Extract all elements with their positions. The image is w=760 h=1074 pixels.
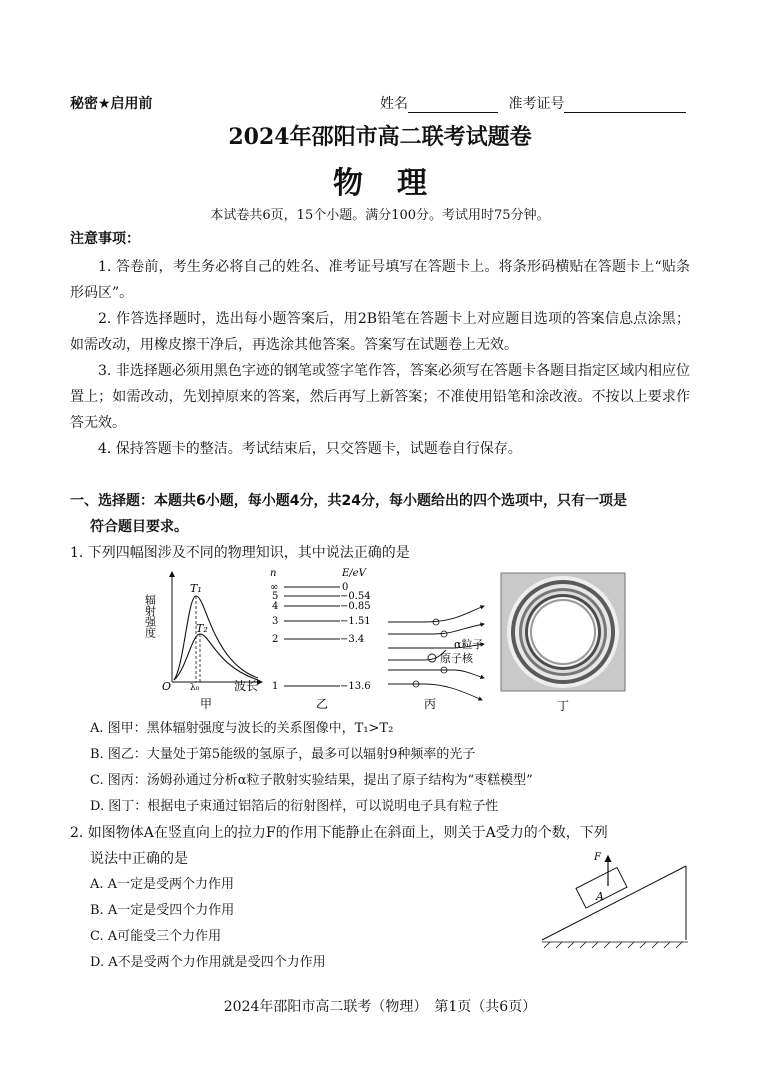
caption-bing: 丙 [424,697,437,711]
curve-t2 [174,634,258,680]
name-blank[interactable] [408,98,498,113]
level-n: 3 [272,616,279,627]
q1-option-c[interactable]: C. 图丙：汤姆孙通过分析α粒子散射实验结果，提出了原子结构为“枣糕模型” [90,773,533,788]
level-e: −1.51 [340,616,371,627]
q1-stem: 1. 下列四幅图涉及不同的物理知识，其中说法正确的是 [70,545,410,561]
section-line-2: 符合题目要求。 [90,519,188,535]
q2-option-d[interactable]: D. A不是受两个力作用就是受四个力作用 [90,955,326,970]
q2-option-c[interactable]: C. A可能受三个力作用 [90,929,222,944]
candidate-fields [380,93,686,113]
id-label: 准考证号 [508,96,565,112]
figure-jia [143,566,268,714]
force-label: F [594,852,601,863]
track [388,650,446,660]
caption-ding: 丁 [557,699,570,713]
block-label: A [596,890,604,903]
level-n: 1 [272,681,279,692]
figure-incline [538,846,694,950]
q2-stem-line-2: 说法中正确的是 [90,851,188,867]
level-e: −0.54 [340,591,371,602]
q2-option-b[interactable]: B. A一定是受四个力作用 [90,903,235,918]
subject-title: 物理 [333,166,461,201]
origin-label: O [162,680,172,693]
q1-option-d[interactable]: D. 图丁：根据电子束通过铝箔后的衍射图样，可以说明电子具有粒子性 [90,799,499,814]
level-n: 2 [272,634,279,645]
track [388,624,484,634]
caption-yi: 乙 [316,697,329,711]
section-heading [70,488,690,540]
note-item: 2. 作答选择题时，选出每小题答案后，用2B铅笔在答题卡上对应题目选项的答案信息点涂黑；如需改动，用橡皮擦干净后，再选涂其他答案。答案写在试题卷上无效。 [70,311,690,353]
section-line-1: 一、选择题：本题共6小题，每小题4分，共24分，每小题给出的四个选项中，只有一项是 [70,493,627,509]
exam-info: 本试卷共6页，15个小题。满分100分。考试用时75分钟。 [210,208,550,223]
t1-label: T₁ [190,582,202,595]
y-axis-label: 辐射强度 [143,594,157,638]
exam-title: 2024年邵阳市高二联考试题卷 [228,124,532,150]
n-label: n [270,568,277,579]
energy-levels [284,587,340,686]
level-e: −13.6 [340,681,371,692]
track [388,670,484,678]
q2-option-a[interactable]: A. A一定是受两个力作用 [90,877,235,892]
secret-label: 秘密★启用前 [70,96,153,112]
note-item: 4. 保持答题卡的整洁。考试结束后，只交答题卡，试题卷自行保存。 [98,441,522,457]
note-item: 1. 答卷前，考生务必将自己的姓名、准考证号填写在答题卡上。将条形码横贴在答题卡上“贴条形码区”。 [70,259,690,301]
diffraction-center [532,601,594,663]
x-axis-label: 波长 [234,679,259,693]
level-e: −0.85 [340,601,371,612]
curve-t1 [174,596,258,680]
figure-yi [268,566,378,714]
caption-jia: 甲 [200,697,213,711]
notes-list [70,254,690,462]
q1-option-a[interactable]: A. 图甲：黑体辐射强度与波长的关系图像中，T₁>T₂ [90,721,394,736]
alpha-label: α粒子 [454,638,484,651]
level-e: 0 [342,582,349,593]
alpha-particle [441,631,447,637]
t2-label: T₂ [196,622,208,635]
e-label: E/eV [342,568,366,579]
nucleus-label: 原子核 [440,652,473,665]
level-n: 5 [272,591,279,602]
q1-option-b[interactable]: B. 图乙：大量处于第5能级的氢原子，最多可以辐射9种频率的光子 [90,747,476,762]
level-e: −3.4 [340,634,365,645]
name-label: 姓名 [380,96,408,112]
figure-ding [500,572,626,714]
track [388,606,484,622]
id-blank[interactable] [564,98,686,113]
lambda-label: λ₀ [190,683,200,693]
ground-hatch [542,942,688,948]
notes-heading: 注意事项： [70,231,140,247]
level-n: 4 [272,601,279,612]
note-item: 3. 非选择题必须用黑色字迹的钢笔或签字笔作答，答案必须写在答题卡各题目指定区域内相应位置上；如需改动，先划掉原来的答案，然后再写上新答案；不准使用铅笔和涂改液。不按以上要求作答无效。 [70,363,690,431]
page-footer: 2024年邵阳市高二联考（物理） 第1页（共6页） [223,999,537,1015]
figure-bing [384,600,490,714]
level-n: ∞ [270,582,279,593]
q2-stem-line-1: 2. 如图物体A在竖直向上的拉力F的作用下能静止在斜面上，则关于A受力的个数，下列 [70,825,608,841]
